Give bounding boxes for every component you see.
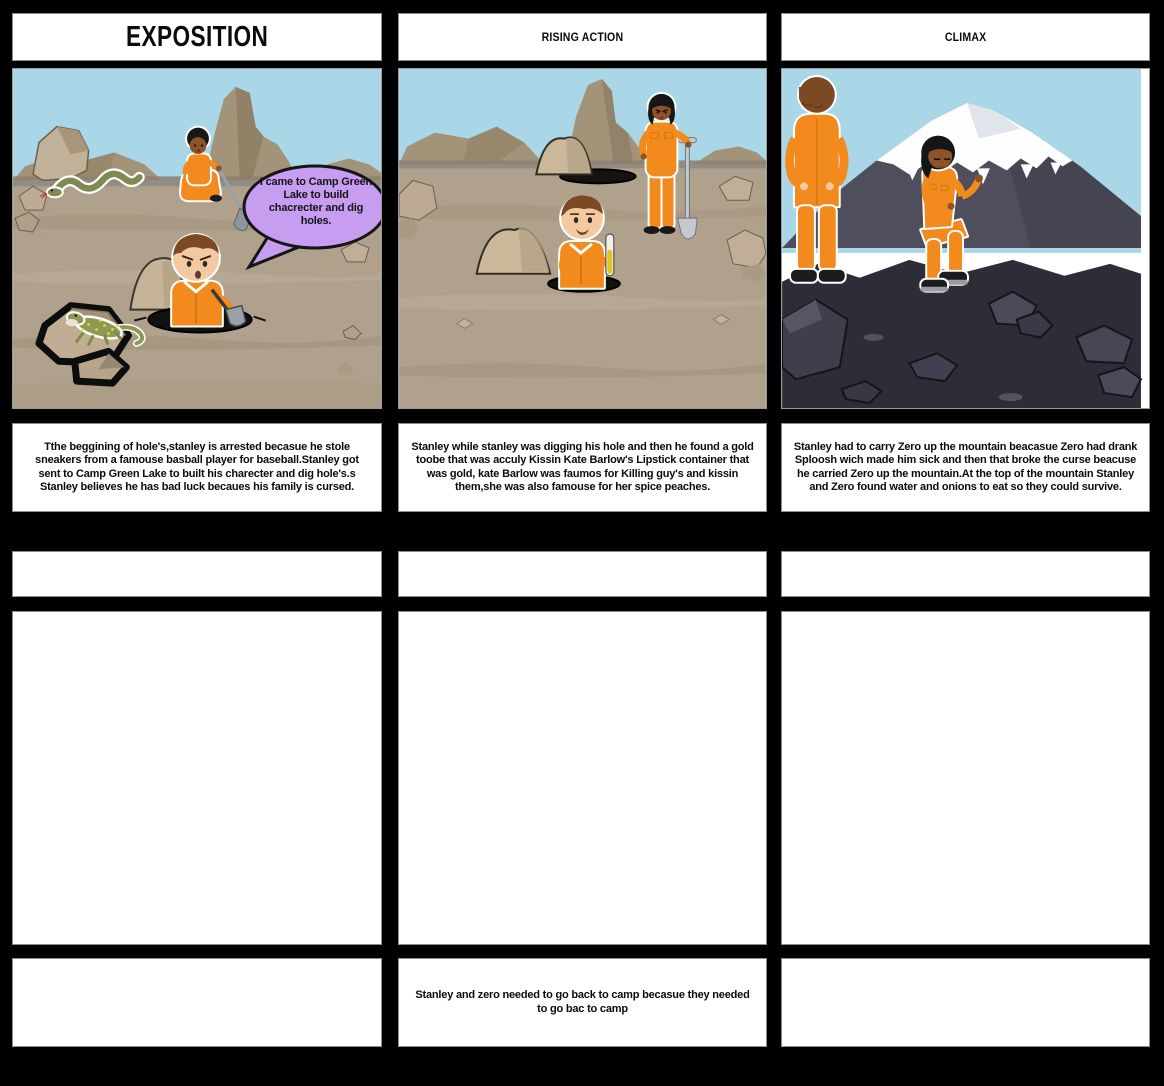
- shovel-icon: [685, 143, 689, 221]
- header-cell-exposition[interactable]: [12, 13, 382, 61]
- header-cell-empty-1[interactable]: [12, 551, 382, 597]
- description-cell-resolution[interactable]: [398, 958, 767, 1047]
- scene-panel-climax[interactable]: [781, 68, 1150, 409]
- description-cell-empty-1[interactable]: [12, 958, 382, 1047]
- description-cell-rising-action[interactable]: [398, 423, 767, 512]
- scene-panel-exposition[interactable]: [12, 68, 382, 409]
- description-text: Stanley while stanley was digging his hole and then he found a gold toobe that was acculy Kissin Kate Barlow's Lipstick container that was gold, kate Barlow was faumos for Killing guy's and kissin them,she was also famouse for her spice peaches.: [411, 440, 754, 493]
- header-cell-empty-2[interactable]: [398, 551, 767, 597]
- scene-panel-empty-2[interactable]: [398, 611, 767, 945]
- rising-action-scene-illustration: [399, 69, 766, 408]
- description-text: Tthe beggining of hole's,stanley is arrested becasue he stole sneakers from a famouse basball player for baseball.Stanley got sent to Camp Green Lake to built his charecter and dig hole's.s Stanley believes he has bad luck becaues his family is cursed.: [35, 440, 359, 493]
- header-title: EXPOSITION: [125, 20, 269, 53]
- speech-bubble-text: I came to Camp Green Lake to build chacrecter and dig holes.: [259, 176, 373, 227]
- header-cell-empty-3[interactable]: [781, 551, 1150, 597]
- description-cell-empty-2[interactable]: [781, 958, 1150, 1047]
- description-cell-exposition[interactable]: [12, 423, 382, 512]
- climax-scene-illustration: [782, 69, 1149, 408]
- header-title: CLIMAX: [944, 30, 987, 44]
- header-title: RISING ACTION: [541, 30, 624, 44]
- speech-bubble: [235, 163, 382, 271]
- description-text: Stanley had to carry Zero up the mountain beacasue Zero had drank Sploosh wich made him sick and then that broke the curse beacuse he carried Zero up the mountain.At the top of the mountain Stanley and Zero found water and onions to eat so they could survive.: [793, 440, 1138, 493]
- description-text: Stanley and zero needed to go back to camp becasue they needed to go bac to camp: [415, 989, 750, 1015]
- scene-panel-empty-3[interactable]: [781, 611, 1150, 945]
- header-cell-rising-action[interactable]: [398, 13, 767, 61]
- description-cell-climax[interactable]: [781, 423, 1150, 512]
- header-cell-climax[interactable]: [781, 13, 1150, 61]
- scene-panel-empty-1[interactable]: [12, 611, 382, 945]
- scene-panel-rising-action[interactable]: [398, 68, 767, 409]
